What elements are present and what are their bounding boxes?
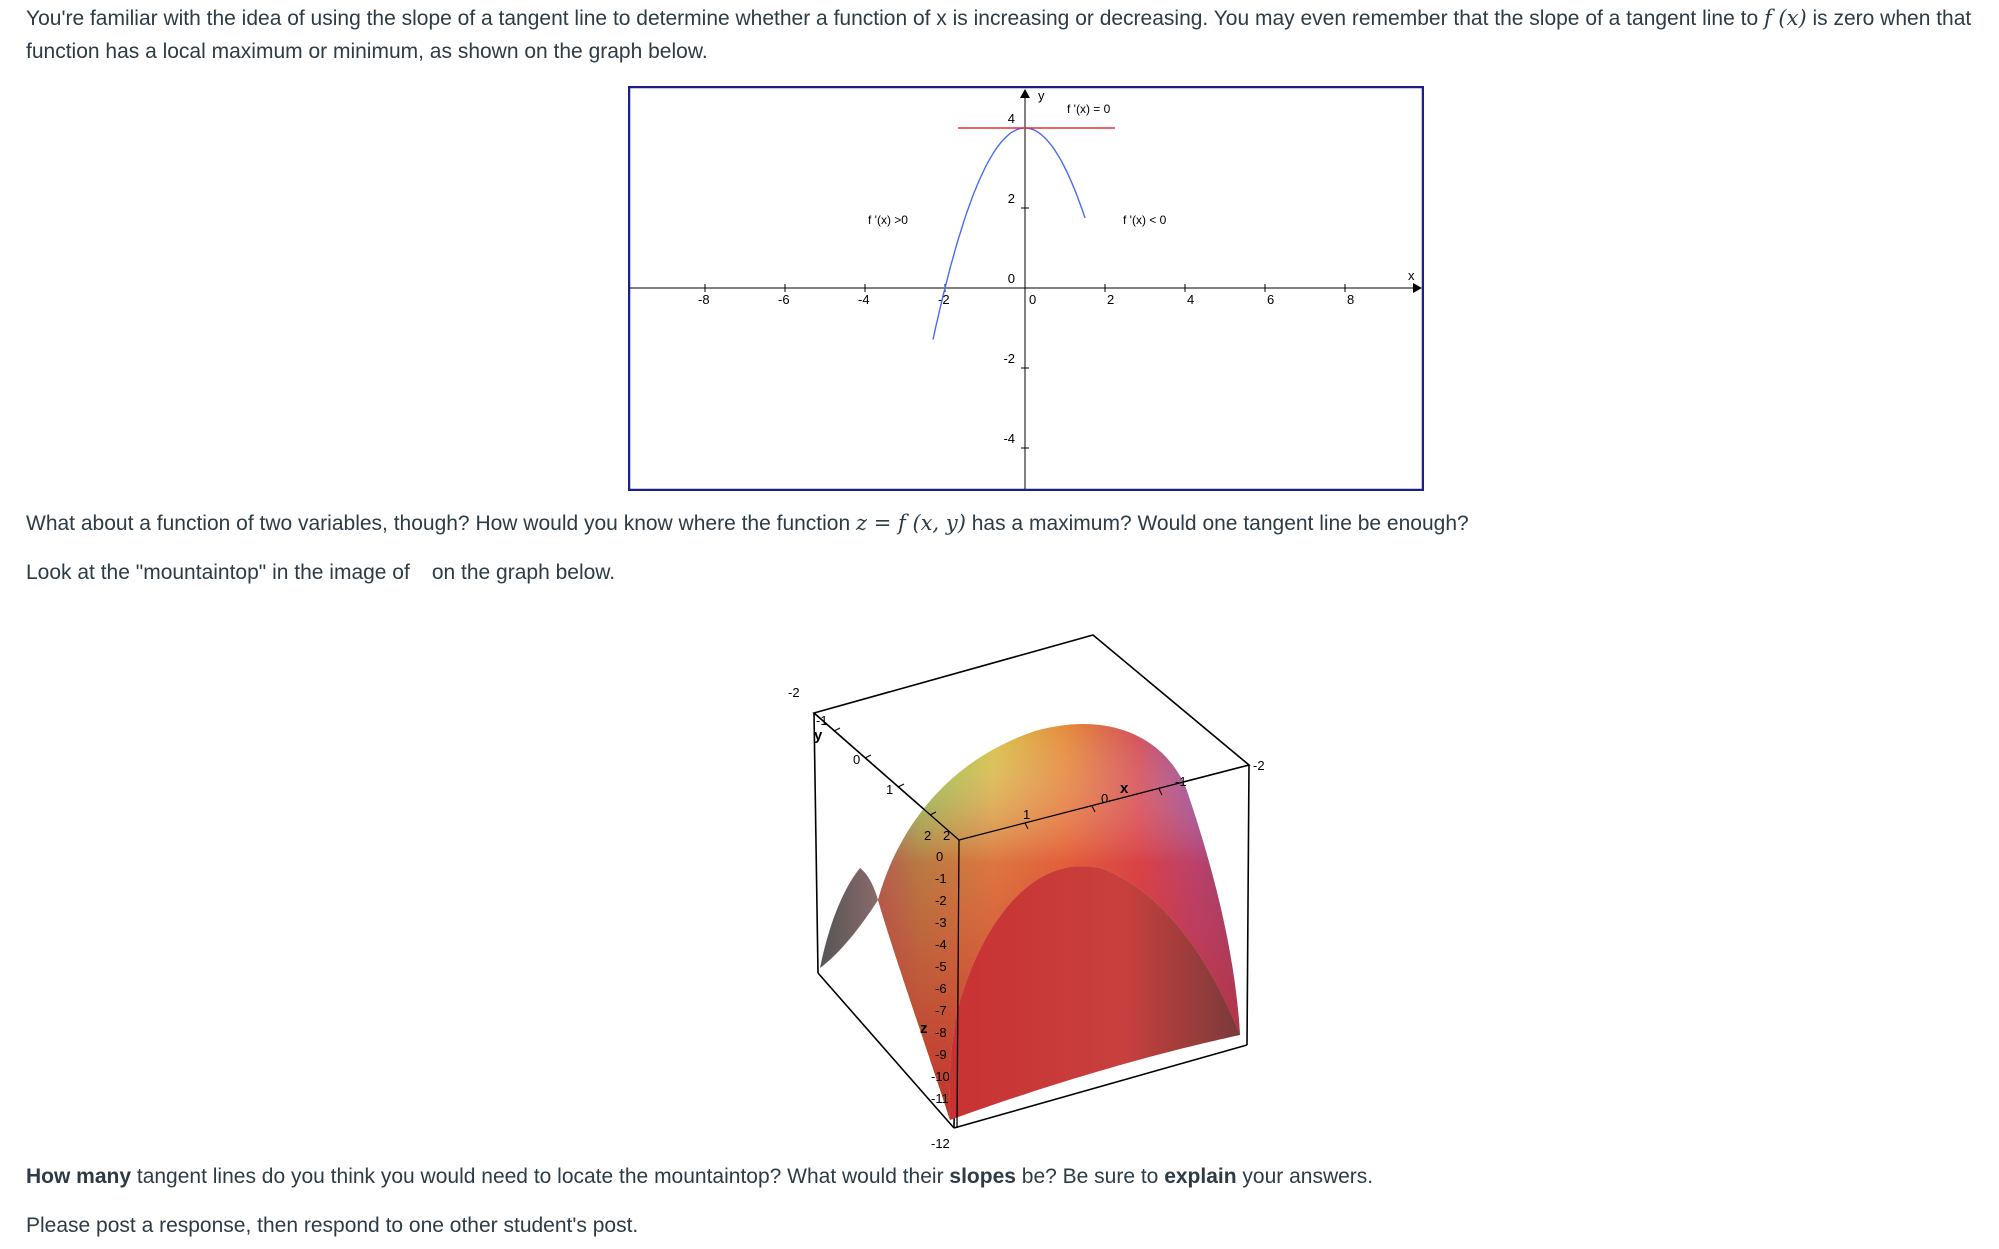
- x-tick: 0: [1101, 791, 1109, 806]
- y-axis-label: y: [1038, 88, 1045, 103]
- z-tick: -8: [935, 1025, 947, 1040]
- z-tick: -9: [935, 1047, 947, 1062]
- label-right: f '(x) < 0: [1123, 213, 1167, 227]
- z-tick: -12: [931, 1136, 950, 1150]
- z-tick: -2: [935, 893, 947, 908]
- x-tick: 8: [1347, 292, 1355, 307]
- y-tick: -2: [788, 685, 800, 700]
- z-tick: -7: [935, 1003, 947, 1018]
- x-axis-label: x: [1408, 268, 1415, 283]
- x-tick: -1: [1175, 774, 1187, 789]
- x-tick: -2: [1253, 758, 1265, 773]
- y-tick: -2: [1003, 351, 1015, 366]
- y-tick: 4: [1007, 111, 1015, 126]
- label-top: f '(x) = 0: [1067, 102, 1111, 116]
- z-tick: 0: [936, 849, 944, 864]
- z-tick: -1: [935, 871, 947, 886]
- y-tick: 2: [1007, 191, 1015, 206]
- y-tick: 2: [924, 828, 932, 843]
- question1-paragraph: What about a function of two variables, though? How would you know where the function z = f (x, y) has a maximum? Would one tangent line be enough?: [26, 511, 1469, 535]
- x-tick: -2: [938, 292, 950, 307]
- intro-paragraph: You're familiar with the idea of using the slope of a tangent line to determine whether a function of x is increasing or decreasing. You may even remember that the slope of a tangent line to f (x) is zero when that function has a local maximum or minimum, as shown on the graph below.: [26, 6, 1972, 63]
- parabola-graph: [628, 86, 1424, 491]
- z-tick: -6: [935, 981, 947, 996]
- x-tick: 4: [1187, 292, 1195, 307]
- y-tick: 0: [1007, 271, 1015, 286]
- y-tick: 0: [853, 752, 861, 767]
- label-left: f '(x) >0: [868, 213, 908, 227]
- x-tick: 1: [1023, 807, 1031, 822]
- x-tick: -4: [858, 292, 870, 307]
- x-tick: -8: [698, 292, 710, 307]
- x-tick: -6: [778, 292, 790, 307]
- y-axis-label: y: [814, 727, 823, 744]
- x-axis-label: x: [1120, 780, 1129, 797]
- x-tick: 2: [1107, 292, 1115, 307]
- x-tick: 0: [1029, 292, 1037, 307]
- z-axis-label: z: [920, 1020, 928, 1037]
- closing-paragraph: Please post a response, then respond to one other student's post.: [26, 1214, 639, 1237]
- question2-paragraph: Look at the "mountaintop" in the image of on the graph below.: [26, 561, 616, 584]
- z-tick: -3: [935, 915, 947, 930]
- z-tick: -4: [935, 937, 947, 952]
- final-question: How many tangent lines do you think you would need to locate the mountaintop? What would their slopes be? Be sure to explain your answers.: [26, 1165, 1374, 1188]
- x-tick: 6: [1267, 292, 1275, 307]
- y-tick: 1: [886, 782, 894, 797]
- surface-graph: [780, 628, 1280, 1150]
- y-tick: -4: [1003, 431, 1015, 446]
- y-tick: -1: [816, 713, 828, 728]
- surface-left-cap: [820, 868, 878, 968]
- z-tick: -5: [935, 959, 947, 974]
- math-z: z = f (x, y): [856, 511, 966, 535]
- math-fx: f (x): [1763, 6, 1807, 30]
- z-tick: -11: [931, 1091, 949, 1106]
- z-tick: -10: [931, 1069, 950, 1084]
- x-tick: 2: [943, 828, 951, 843]
